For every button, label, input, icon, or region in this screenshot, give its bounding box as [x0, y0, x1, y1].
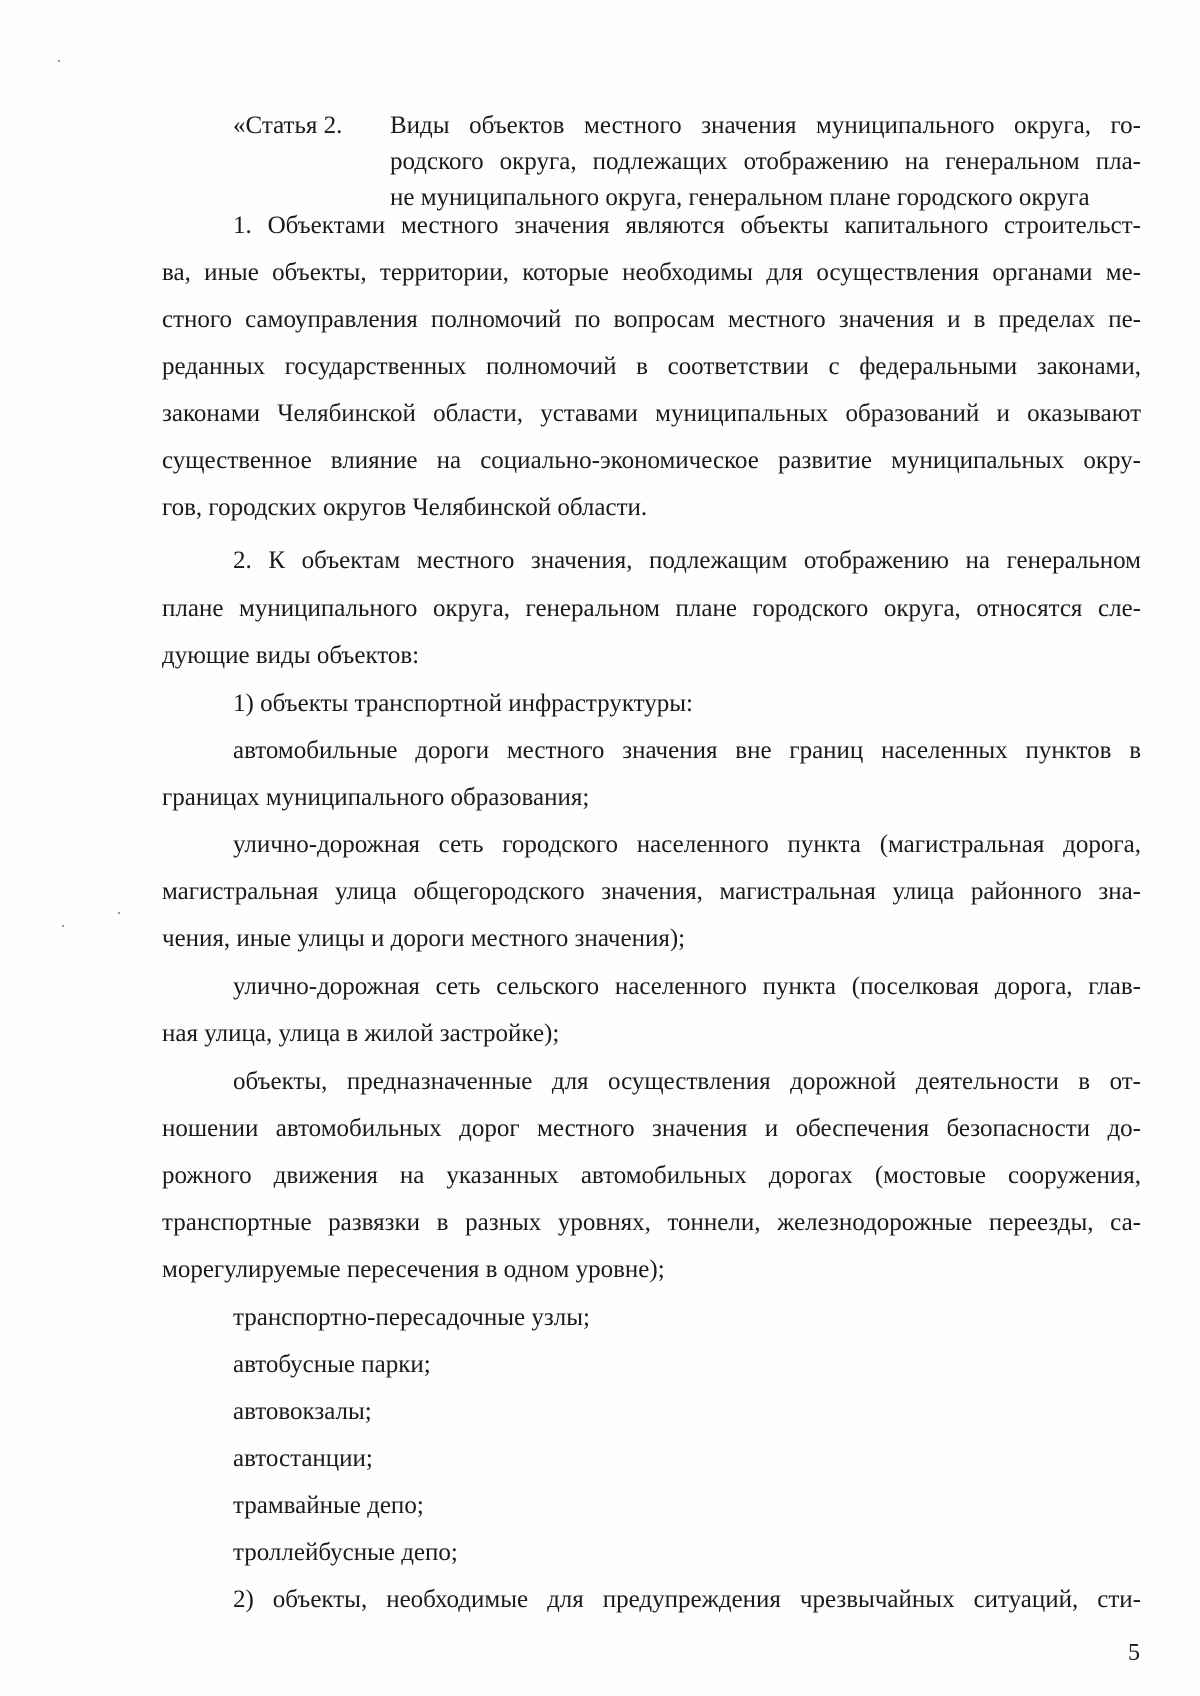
list-item: транспортно-пересадочные узлы;	[233, 1304, 590, 1331]
road-activity-line: объекты, предназначенные для осуществления дорожной деятельности в от-	[233, 1068, 1141, 1095]
street-network-urban-line: магистральная улица общегородского значения, магистральная улица районного зна-	[162, 878, 1141, 905]
paragraph-1-line: 1. Объектами местного значения являются объекты капитального строительст-	[233, 212, 1141, 239]
paragraph-1-line: стного самоуправления полномочий по вопросам местного значения и в пределах пе-	[162, 306, 1141, 333]
street-network-urban-line: чения, иные улицы и дороги местного значения);	[162, 925, 686, 952]
paragraph-2-line: плане муниципального округа, генеральном плане городского округа, относятся сле-	[162, 595, 1141, 622]
list-item: автовокзалы;	[233, 1398, 372, 1425]
street-network-urban-line: улично-дорожная сеть городского населенного пункта (магистральная дорога,	[233, 831, 1141, 858]
article-title-line: родского округа, подлежащих отображению на генеральном пла-	[390, 148, 1141, 175]
article-title-line: не муниципального округа, генеральном плане городского округа	[390, 184, 1090, 211]
road-activity-line: рожного движения на указанных автомобильных дорогах (мостовые сооружения,	[162, 1162, 1141, 1189]
paragraph-2-line: дующие виды объектов:	[162, 642, 420, 669]
roads-outside-line: границах муниципального образования;	[162, 784, 590, 811]
paragraph-1-line: существенное влияние на социально-экономическое развитие муниципальных окру-	[162, 447, 1141, 474]
item-2-start: 2) объекты, необходимые для предупреждения чрезвычайных ситуаций, сти-	[233, 1586, 1141, 1613]
page-number: 5	[1128, 1640, 1140, 1666]
roads-outside-line: автомобильные дороги местного значения вне границ населенных пунктов в	[233, 737, 1141, 764]
list-item: трамвайные депо;	[233, 1492, 424, 1519]
scan-speck	[118, 912, 120, 914]
scan-speck	[62, 925, 64, 927]
street-network-rural-line: улично-дорожная сеть сельского населенного пункта (поселковая дорога, глав-	[233, 973, 1141, 1000]
article-title-line: Виды объектов местного значения муниципального округа, го-	[390, 112, 1141, 139]
paragraph-1-line: ва, иные объекты, территории, которые необходимы для осуществления органами ме-	[162, 259, 1141, 286]
road-activity-line: ношении автомобильных дорог местного значения и обеспечения безопасности до-	[162, 1115, 1141, 1142]
list-item: автобусные парки;	[233, 1351, 431, 1378]
scan-speck	[58, 60, 60, 62]
road-activity-line: морегулируемые пересечения в одном уровне);	[162, 1256, 665, 1283]
paragraph-1-line: реданных государственных полномочий в соответствии с федеральными законами,	[162, 353, 1141, 380]
paragraph-2-line: 2. К объектам местного значения, подлежащим отображению на генеральном	[233, 547, 1141, 574]
street-network-rural-line: ная улица, улица в жилой застройке);	[162, 1020, 560, 1047]
paragraph-1-line: законами Челябинской области, уставами муниципальных образований и оказывают	[162, 400, 1141, 427]
paragraph-1-line: гов, городских округов Челябинской области.	[162, 494, 648, 521]
article-label: «Статья 2.	[233, 112, 343, 139]
item-1-heading: 1) объекты транспортной инфраструктуры:	[233, 690, 693, 717]
list-item: автостанции;	[233, 1445, 373, 1472]
list-item: троллейбусные депо;	[233, 1539, 458, 1566]
road-activity-line: транспортные развязки в разных уровнях, тоннели, железнодорожные переезды, са-	[162, 1209, 1141, 1236]
article-title	[390, 108, 1141, 216]
